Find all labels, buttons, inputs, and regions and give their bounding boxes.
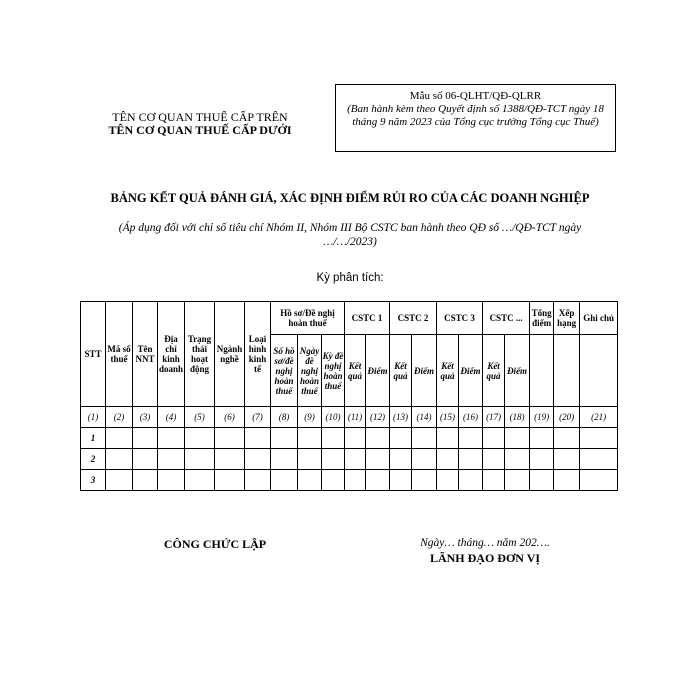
column-number: (12): [366, 407, 390, 428]
col-cstc-more-result: Kết quả: [483, 335, 505, 407]
form-code: Mẫu số 06-QLHT/QĐ-QLRR: [409, 90, 542, 102]
column-number: (10): [322, 407, 345, 428]
superior-tax-office-name: TÊN CƠ QUAN THUẾ CẤP TRÊN: [112, 110, 288, 124]
col-notes: Ghi chú: [580, 302, 618, 335]
column-number: (1): [81, 407, 106, 428]
row-index: 1: [81, 428, 106, 449]
col-cstc2-result: Kết quả: [390, 335, 412, 407]
risk-score-table: [80, 301, 618, 491]
column-number: (11): [345, 407, 366, 428]
col-notes-blank: [580, 335, 618, 407]
col-economic-type: Loại hình kinh tế: [245, 302, 271, 407]
col-group-cstc-more: CSTC ...: [483, 302, 530, 335]
col-tax-code: Mã số thuế: [106, 302, 133, 407]
col-total-score-blank: [530, 335, 554, 407]
column-number: (7): [245, 407, 271, 428]
column-number: (14): [412, 407, 437, 428]
col-cstc3-result: Kết quả: [437, 335, 459, 407]
document-title: BẢNG KẾT QUẢ ĐÁNH GIÁ, XÁC ĐỊNH ĐIỂM RỦI RO CỦA CÁC DOANH NGHIỆP: [110, 191, 590, 205]
col-cstc1-score: Điểm: [366, 335, 390, 407]
col-cstc1-result: Kết quả: [345, 335, 366, 407]
col-group-cstc3: CSTC 3: [437, 302, 483, 335]
column-number: (6): [215, 407, 245, 428]
row-index: 3: [81, 470, 106, 491]
col-request-date: Ngày đề nghị hoàn thuế: [298, 335, 322, 407]
column-number: (16): [459, 407, 483, 428]
col-business-address: Địa chỉ kinh doanh: [158, 302, 185, 407]
subordinate-tax-office-name: TÊN CƠ QUAN THUẾ CẤP DƯỚI: [108, 123, 292, 137]
table-row: [81, 428, 618, 449]
col-cstc-more-score: Điểm: [505, 335, 530, 407]
column-number: (15): [437, 407, 459, 428]
column-number: (17): [483, 407, 505, 428]
col-group-cstc2: CSTC 2: [390, 302, 437, 335]
col-taxpayer-name: Tên NNT: [133, 302, 158, 407]
column-number-row: [81, 407, 618, 428]
column-number: (21): [580, 407, 618, 428]
column-number: (8): [271, 407, 298, 428]
col-ranking: Xếp hạng: [554, 302, 580, 335]
column-number: (19): [530, 407, 554, 428]
column-number: (20): [554, 407, 580, 428]
column-number: (18): [505, 407, 530, 428]
column-number: (13): [390, 407, 412, 428]
col-operating-status: Trạng thái hoạt động: [185, 302, 215, 407]
applicability-note: (Áp dụng đối với chỉ số tiêu chí Nhóm II, Nhóm III Bộ CSTC ban hành theo QĐ số …/QĐ-TCT ngày …/…/2023): [118, 222, 582, 248]
table-row: [81, 449, 618, 470]
analysis-period-label: Kỳ phân tích:: [316, 272, 384, 284]
approver-label: LÃNH ĐẠO ĐƠN VỊ: [429, 551, 541, 565]
col-cstc2-score: Điểm: [412, 335, 437, 407]
col-request-period: Kỳ đề nghị hoàn thuế: [322, 335, 345, 407]
prepared-by-label: CÔNG CHỨC LẬP: [163, 537, 267, 551]
form-code-box: [335, 84, 616, 152]
col-cstc3-score: Điểm: [459, 335, 483, 407]
row-index: 2: [81, 449, 106, 470]
header-row-1: [81, 302, 618, 335]
column-number: (3): [133, 407, 158, 428]
column-number: (5): [185, 407, 215, 428]
col-group-cstc1: CSTC 1: [345, 302, 390, 335]
col-stt: STT: [81, 302, 106, 407]
col-industry: Ngành nghề: [215, 302, 245, 407]
col-group-refund-dossier: Hồ sơ/Đề nghị hoàn thuế: [271, 302, 345, 335]
column-number: (9): [298, 407, 322, 428]
col-total-score: Tổng điểm: [530, 302, 554, 335]
column-number: (4): [158, 407, 185, 428]
col-ranking-blank: [554, 335, 580, 407]
column-number: (2): [106, 407, 133, 428]
date-line: Ngày… tháng… năm 202….: [420, 537, 550, 549]
table-row: [81, 470, 618, 491]
form-legal-basis: (Ban hành kèm theo Quyết định số 1388/QĐ-TCT ngày 18 tháng 9 năm 2023 của Tổng cục trưởng Tổng cục Thuế): [347, 103, 604, 128]
col-dossier-number: Số hồ sơ/đề nghị hoàn thuế: [271, 335, 298, 407]
